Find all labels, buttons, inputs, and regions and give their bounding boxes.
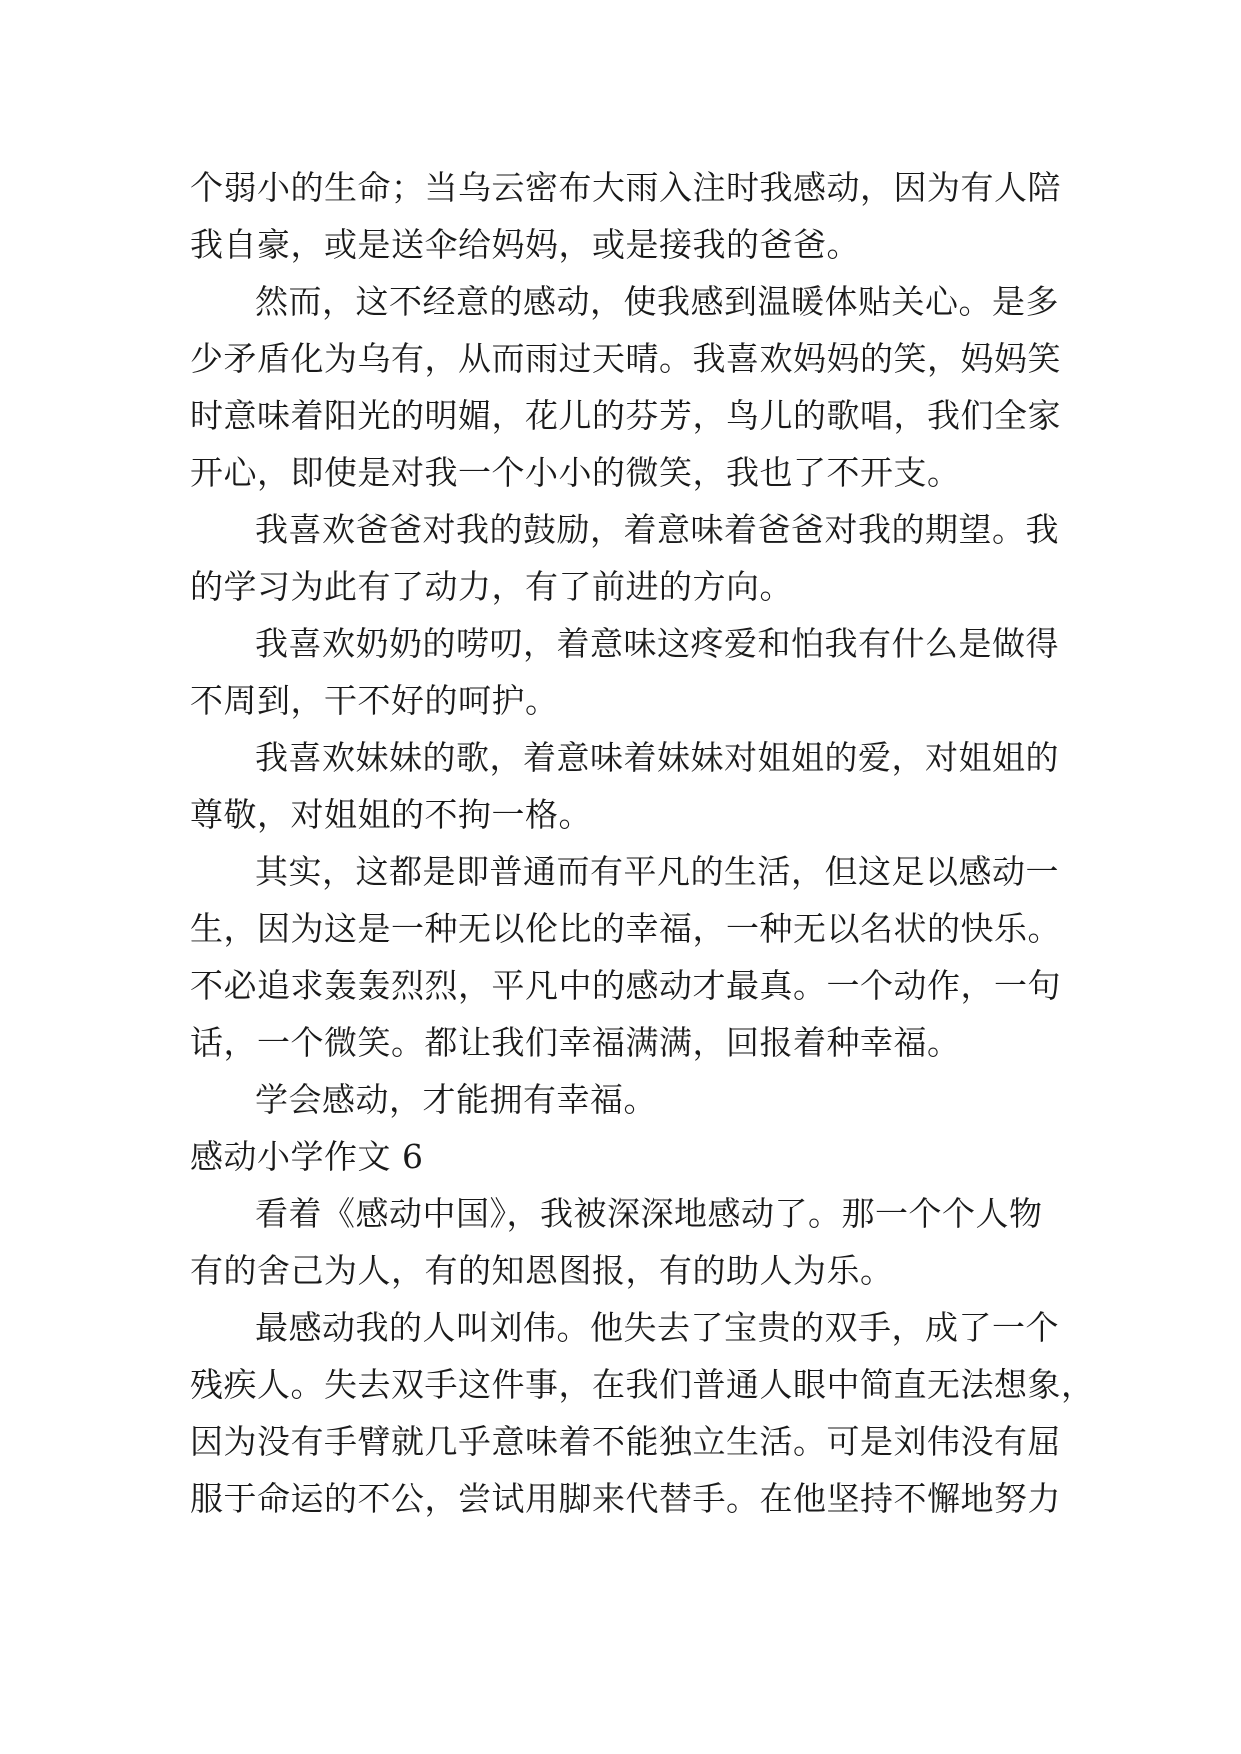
section-heading: 感动小学作文 6 — [190, 1137, 424, 1176]
paragraph-start: 学会感动，才能拥有幸福。 — [255, 1080, 657, 1119]
text-line: 有的舍己为人，有的知恩图报，有的助人为乐。 — [190, 1251, 894, 1290]
text-line: 不周到，干不好的呵护。 — [190, 681, 559, 720]
paragraph-start: 其实，这都是即普通而有平凡的生活，但这足以感动一 — [255, 852, 1059, 891]
paragraph-start: 最感动我的人叫刘伟。他失去了宝贵的双手，成了一个 — [255, 1308, 1059, 1347]
text-line: 时意味着阳光的明媚，花儿的芬芳，鸟儿的歌唱，我们全家 — [190, 396, 1061, 435]
text-line: 个弱小的生命；当乌云密布大雨入注时我感动，因为有人陪 — [190, 168, 1061, 207]
text-line: 我自豪，或是送伞给妈妈，或是接我的爸爸。 — [190, 225, 860, 264]
text-line: 不必追求轰轰烈烈，平凡中的感动才最真。一个动作，一句 — [190, 966, 1061, 1005]
paragraph-start: 然而，这不经意的感动，使我感到温暖体贴关心。是多 — [255, 282, 1059, 321]
text-line: 生，因为这是一种无以伦比的幸福，一种无以名状的快乐。 — [190, 909, 1061, 948]
paragraph-start: 我喜欢妹妹的歌，着意味着妹妹对姐姐的爱，对姐姐的 — [255, 738, 1059, 777]
text-line: 服于命运的不公，尝试用脚来代替手。在他坚持不懈地努力 — [190, 1479, 1061, 1518]
paragraph-start: 我喜欢爸爸对我的鼓励，着意味着爸爸对我的期望。我 — [255, 510, 1059, 549]
text-line: 残疾人。失去双手这件事，在我们普通人眼中简直无法想象， — [190, 1365, 1095, 1404]
text-line: 尊敬，对姐姐的不拘一格。 — [190, 795, 592, 834]
text-line: 开心，即使是对我一个小小的微笑，我也了不开支。 — [190, 453, 961, 492]
text-line: 少矛盾化为乌有，从而雨过天晴。我喜欢妈妈的笑，妈妈笑 — [190, 339, 1061, 378]
text-line: 话，一个微笑。都让我们幸福满满，回报着种幸福。 — [190, 1023, 961, 1062]
text-line: 的学习为此有了动力，有了前进的方向。 — [190, 567, 793, 606]
paragraph-start: 看着《感动中国》，我被深深地感动了。那一个个人物 — [255, 1194, 1043, 1233]
paragraph-start: 我喜欢奶奶的唠叨，着意味这疼爱和怕我有什么是做得 — [255, 624, 1059, 663]
text-line: 因为没有手臂就几乎意味着不能独立生活。可是刘伟没有屈 — [190, 1422, 1061, 1461]
